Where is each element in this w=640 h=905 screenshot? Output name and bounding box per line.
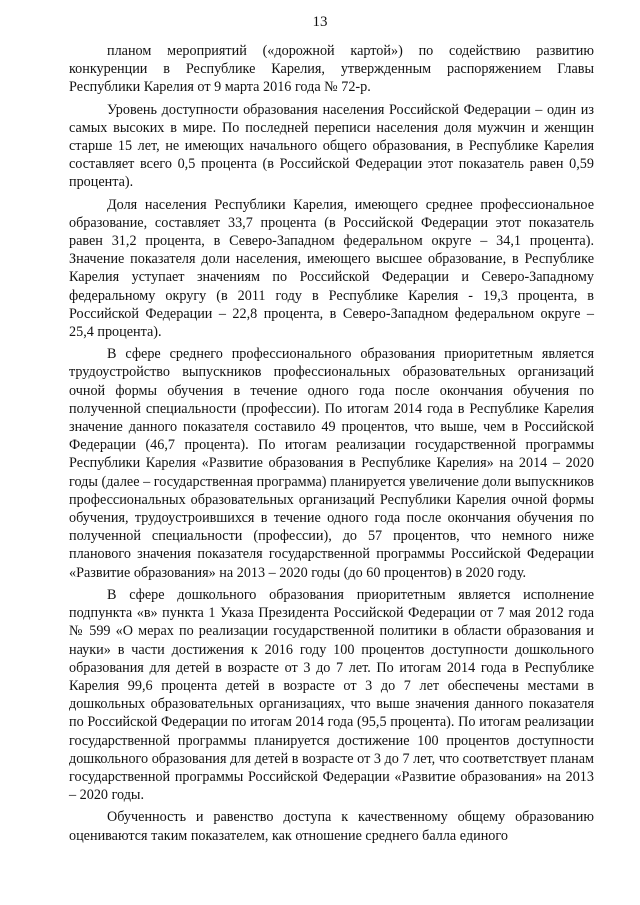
- paragraph-vocational-employment: В сфере среднего профессионального образования приоритетным является трудоустройство выпускников профессиональных образовательных организаций очной формы обучения в течение одного года после окончания обучения по полученной специальности (профессии). По итогам 2014 года в Республике Карелия значение данного показателя составило 49 процентов, что выше, чем в Российской Федерации (46,7 процента). По итогам реализации государственной программы Республики Карелия «Развитие образования в Республике Карелия» на 2014 – 2020 годы (далее – государственная программа) планируется увеличение доли выпускников профессиональных образовательных организаций Республики Карелия очной формы обучения, трудоустроившихся в течение одного года после окончания обучения по полученной специальности (профессии), до 57 процентов, что немного ниже планового значения показателя государственной программы Российской Федерации «Развитие образования» на 2013 – 2020 годы (до 60 процентов) в 2020 году.: [69, 346, 594, 581]
- document-body: [69, 42, 594, 849]
- paragraph-vocational-share: Доля населения Республики Карелия, имеющего среднее профессиональное образование, составляет 33,7 процента (в Российской Федерации этот показатель равен 31,2 процента, в Северо-Западном федеральном округе – 34,1 процента). Значение показателя доли населения, имеющего высшее образование, в Республике Карелия уступает значениям по Российской Федерации и Северо-Западному федеральному округу (в 2011 году в Республике Карелия - 19,3 процента, в Российской Федерации – 22,8 процента, в Северо-Западном федеральном округе – 25,4 процента).: [69, 196, 594, 341]
- page-number: 13: [312, 14, 328, 30]
- paragraph-education-access: Уровень доступности образования населения Российской Федерации – один из самых высоких в мире. По последней переписи населения доля мужчин и женщин старше 15 лет, не имеющих начального общего образования, в Республике Карелия составляет всего 0,5 процента (в Российской Федерации этот показатель равен 0,59 процента).: [69, 101, 594, 191]
- paragraph-roadmap: планом мероприятий («дорожной картой») по содействию развитию конкуренции в Республике Карелия, утвержденным распоряжением Главы Республики Карелия от 9 марта 2016 года № 72-р.: [69, 43, 594, 96]
- paragraph-preschool: В сфере дошкольного образования приоритетным является исполнение подпункта «в» пункта 1 Указа Президента Российской Федерации от 7 мая 2012 года № 599 «О мерах по реализации государственной политики в области образования и науки» в части достижения к 2016 году 100 процентов доступности дошкольного образования для детей в возрасте от 3 до 7 лет. По итогам 2014 года в Республике Карелия 99,6 процента детей в возрасте от 3 до 7 лет обеспечены местами в дошкольных образовательных организациях, что выше значения данного показателя по Российской Федерации по итогам 2014 года (95,5 процента). По итогам реализации государственной программы планируется достижение 100 процентов доступности дошкольного образования для детей в возрасте от 3 до 7 лет, что соответствует планам государственной программы Российской Федерации «Развитие образования» на 2013 – 2020 годы.: [69, 586, 594, 804]
- paragraph-general-education: Обученность и равенство доступа к качественному общему образованию оцениваются таким показателем, как отношение среднего балла единого: [69, 809, 594, 844]
